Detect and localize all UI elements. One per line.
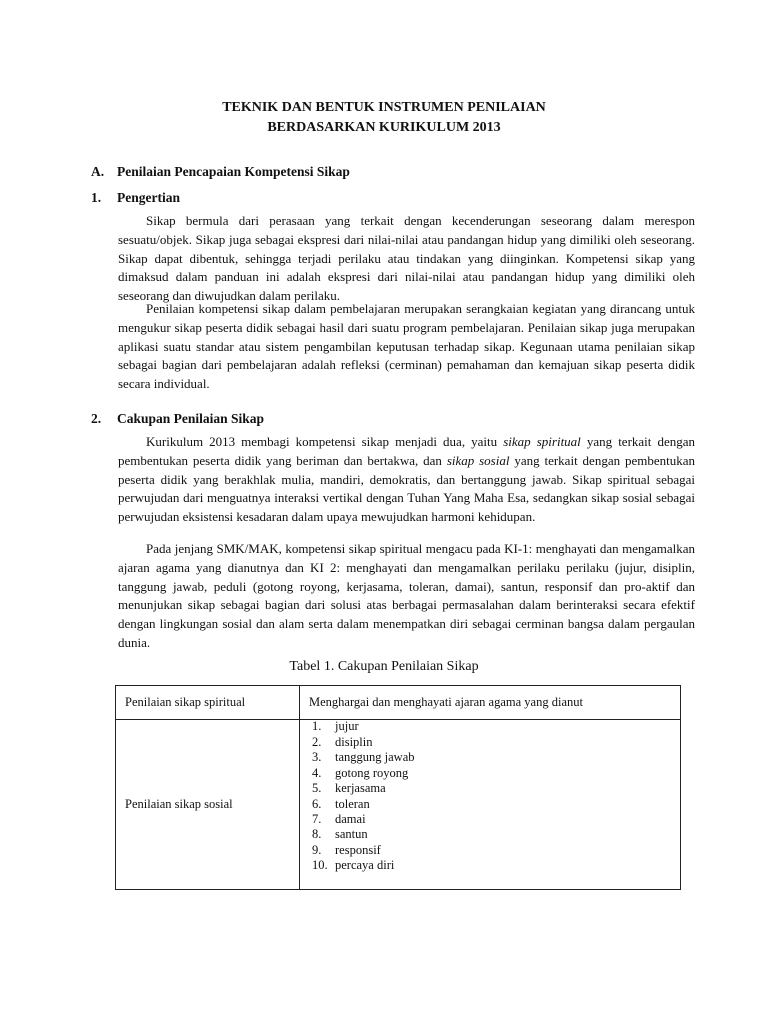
section-2-paragraph-2-text: Pada jenjang SMK/MAK, kompetensi sikap spiritual mengacu pada KI-1: menghayati dan mengamalkan ajaran agama yang dianutnya dan KI 2: menghayati dan mengamalkan perilaku perilaku (jujur, disiplin, tanggung jawab, peduli (gotong royong, kerjasama, toleran, damai), santun, responsif dan pro-aktif dan menunjukan sikap sebagai bagian dari solusi atas berbagai permasalahan dalam berinteraksi secara efektif dengan lingkungan sosial dan alam serta dalam menempatkan diri sebagai cerminan bangsa dalam pergaulan dunia. [118,541,695,650]
section-1-paragraph-2 [118,300,695,394]
document-title-line-2: BERDASARKAN KURIKULUM 2013 [267,120,501,135]
section-1-label: Pengertian [117,190,180,205]
table-caption: Tabel 1. Cakupan Penilaian Sikap [289,659,479,674]
section-2-paragraph-1-text-a: Kurikulum 2013 membagi kompetensi sikap menjadi dua, yaitu [146,434,504,449]
section-1-paragraph-1-text: Sikap bermula dari perasaan yang terkait dengan kecenderungan seseorang dalam merespon sesuatu/objek. Sikap juga sebagai ekspresi dari nilai-nilai atau pandangan hidup yang dimiliki oleh seseorang. Sikap dapat dibentuk, sehingga terjadi perilaku atau tindakan yang diinginkan. Kompetensi sikap yang dimaksud dalam panduan ini adalah ekspresi dari nilai-nilai atau pandangan hidup yang dimiliki oleh seseorang dan diwujudkan dalam perilaku. [118,213,695,304]
list-item: 5. kerjasama [312,781,386,796]
section-1-paragraph-2-text: Penilaian kompetensi sikap dalam pembelajaran merupakan serangkaian kegiatan yang dirancang untuk mengukur sikap peserta didik sebagai hasil dari suatu program pembelajaran. Penilaian sikap juga merupakan aplikasi suatu standar atau sistem pengambilan keputusan terhadap sikap. Kegunaan utama penilaian sikap sebagai bagian dari pembelajaran adalah refleksi (cerminan) pemahaman dan kemajuan sikap peserta didik secara individual. [118,301,695,392]
table-row [116,686,681,720]
table-cell-sosial-label: Penilaian sikap sosial [116,720,300,890]
list-item: 6. toleran [312,796,370,811]
section-1-number: 1. [91,190,102,205]
document-title-line-1: TEKNIK DAN BENTUK INSTRUMEN PENILAIAN [222,100,546,115]
section-2-label: Cakupan Penilaian Sikap [117,411,265,426]
table-row [116,720,681,890]
table-cell-sosial-items [300,720,681,890]
section-1-heading [91,190,180,206]
sosial-items-list [309,719,680,873]
table-cell-spiritual-value: Menghargai dan menghayati ajaran agama yang dianut [300,686,681,720]
section-a-number: A. [91,164,105,179]
sikap-sosial-term: sikap sosial [446,452,510,468]
section-2-paragraph-1-text-b: yang terkait dengan pembentukan peserta didik yang beriman dan bertakwa, dan [118,434,696,468]
section-2-heading [91,411,264,427]
section-2-paragraph-2 [118,540,695,653]
list-item: 1. jujur [312,719,359,734]
list-item: 10. percaya diri [312,858,395,873]
list-item: 2. disiplin [312,734,373,749]
cakupan-penilaian-sikap-table [115,685,681,890]
section-2-paragraph-1 [118,433,695,527]
section-2-number: 2. [91,411,102,426]
list-item: 3. tanggung jawab [312,750,415,765]
list-item: 9. responsif [312,842,381,857]
list-item: 4. gotong royong [312,765,409,780]
list-item: 8. santun [312,827,368,842]
section-1-paragraph-1 [118,212,695,306]
section-a-label: Penilaian Pencapaian Kompetensi Sikap [117,164,350,179]
section-2-paragraph-1-text-c: yang terkait dengan pembentukan peserta didik yang berakhlak mulia, mandiri, demokratis, dan bertanggung jawab. Sikap spiritual sebagai perwujudan dari menguatnya interaksi vertikal dengan Tuhan Yang Maha Esa, sedangkan sikap sosial sebagai perwujudan eksistensi kesadaran dalam upaya mewujudkan harmoni kehidupan. [118,452,695,525]
section-a-heading [91,164,350,180]
table-cell-spiritual-label: Penilaian sikap spiritual [116,686,300,720]
sikap-spiritual-term: sikap spiritual [503,434,581,449]
list-item: 7. damai [312,811,366,826]
